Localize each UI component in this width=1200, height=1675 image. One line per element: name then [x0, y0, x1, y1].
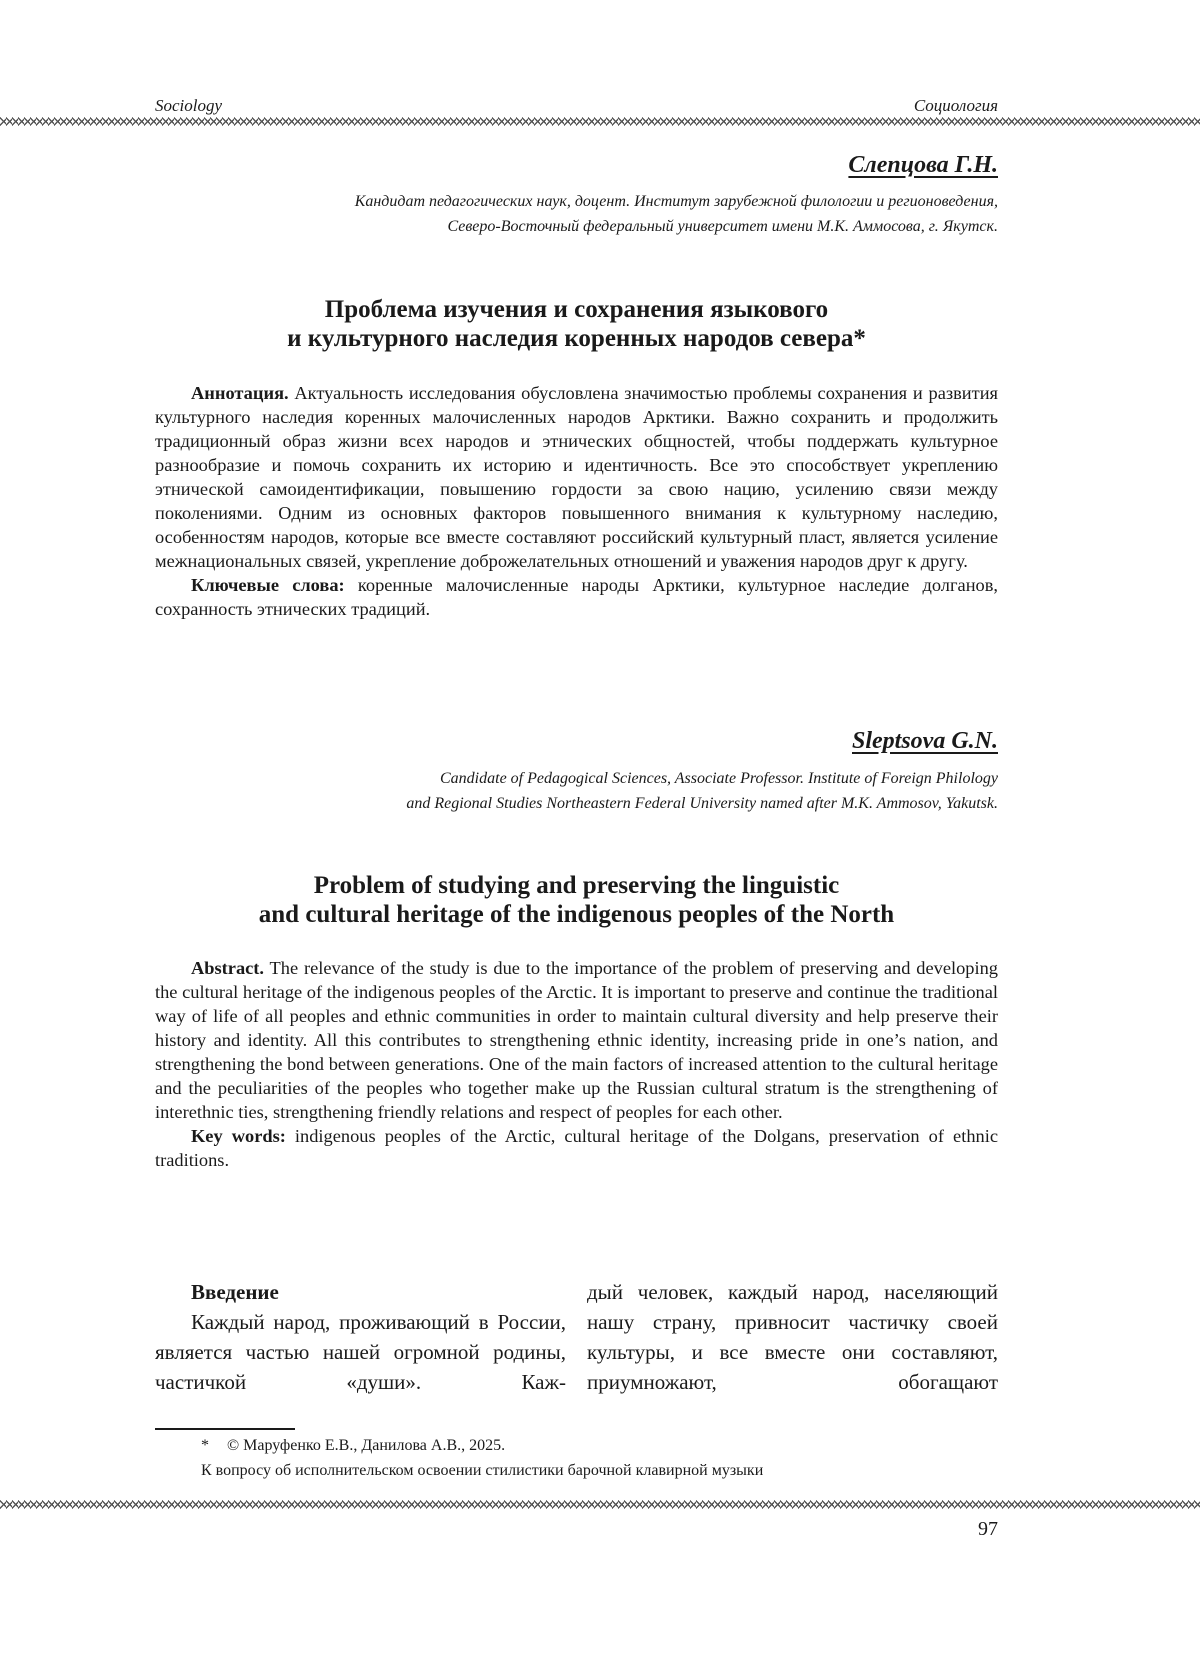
footnote: [201, 1433, 763, 1483]
abstract-ru-text: Актуальность исследования обусловлена значимостью проблемы сохранения и развития культурного наследия коренных малочисленных народов Арктики. Важно сохранить и продолжить традиционный образ жизни всех народов и этнических общностей, чтобы поддержать культурное разнообразие и помочь сохранить их историю и идентичность. Все это способствует укреплению этнической самоидентификации, повышению гордости за свою нацию, усилению связи между поколениями. Одним из основных факторов повышенного внимания к культурному наследию, особенностям народов, которые все вместе составляют российский культурный пласт, является усиление межнациональных связей, укрепление доброжелательных отношений и уважения народов друг к другу.: [155, 383, 998, 571]
author-name-en: Sleptsova G.N.: [852, 728, 998, 754]
page-number: 97: [978, 1518, 998, 1540]
keywords-ru-paragraph: [155, 573, 998, 621]
title-ru-line1: Проблема изучения и сохранения языкового: [324, 296, 829, 323]
affiliation-ru-line1: Кандидат педагогических наук, доцент. Институт зарубежной филологии и регионоведения,: [354, 193, 998, 210]
footnote-line2: К вопросу об исполнительском освоении стилистики барочной клавирной музыки: [201, 1462, 764, 1479]
keywords-ru-text: коренные малочисленные народы Арктики, культурное наследие долганов, сохранность этнических традиций.: [155, 575, 999, 619]
title-ru-line2: и культурного наследия коренных народов севера*: [287, 325, 866, 352]
header-section-en: Sociology: [155, 96, 223, 115]
affiliation-ru-line2: Северо-Восточный федеральный университет имени М.К. Аммосова, г. Якутск.: [447, 218, 998, 235]
title-en-line1: Problem of studying and preserving the linguistic: [313, 872, 840, 899]
keywords-en-label: Key words:: [191, 1126, 286, 1146]
article-title-en: [155, 871, 998, 929]
article-title-ru: [155, 295, 998, 353]
keywords-en-text: indigenous peoples of the Arctic, cultural heritage of the Dolgans, preservation of ethnic traditions.: [155, 1126, 998, 1170]
affiliation-en-line1: Candidate of Pedagogical Sciences, Associate Professor. Institute of Foreign Philology: [440, 770, 998, 787]
abstract-en-text: The relevance of the study is due to the importance of the problem of preserving and developing the cultural heritage of the indigenous peoples of the Arctic. It is important to preserve and continue the traditional way of life of all peoples and ethnic communities in order to maintain cultural diversity and help preserve their history and identity. All this contributes to strengthening ethnic identity, increasing pride in one’s nation, and strengthening the bond between generations. One of the main factors of increased attention to the cultural heritage and the peculiarities of the peoples who together make up the Russian cultural stratum is the strengthening of interethnic ties, strengthening friendly relations and respect of peoples for each other.: [155, 958, 998, 1122]
footer-divider: [0, 1500, 1200, 1509]
abstract-en: [155, 956, 998, 1172]
keywords-en-paragraph: [155, 1124, 998, 1172]
keywords-ru-label: Ключевые слова:: [191, 575, 345, 595]
footnote-line1: [201, 1433, 763, 1458]
intro-column-left: [155, 1277, 566, 1397]
abstract-ru-paragraph: [155, 381, 998, 573]
journal-page: [155, 0, 998, 1675]
author-affiliation-en: [406, 766, 998, 816]
footnote-copyright: © Маруфенко Е.В., Данилова А.В., 2025.: [227, 1437, 506, 1454]
header-section-ru: Социология: [913, 96, 998, 115]
intro-column-right: [587, 1277, 998, 1397]
author-affiliation-ru: [355, 189, 998, 239]
author-name-ru: Слепцова Г.Н.: [848, 152, 998, 178]
abstract-ru-label: Аннотация.: [191, 383, 289, 403]
abstract-en-label: Abstract.: [191, 958, 265, 978]
intro-heading: Введение: [191, 1280, 279, 1304]
affiliation-en-line2: and Regional Studies Northeastern Federal University named after M.K. Ammosov, Yakutsk.: [406, 795, 998, 812]
intro-left-text: Каждый народ, проживающий в России, является частью нашей огромной родины, частичкой «души». Каж-: [155, 1310, 566, 1394]
title-en-line2: and cultural heritage of the indigenous peoples of the North: [258, 901, 895, 928]
abstract-en-paragraph: [155, 956, 998, 1124]
intro-right-text: дый человек, каждый народ, населяющий нашу страну, привносит частичку своей культуры, и все вместе они составляют, приумножают, обогащают: [587, 1280, 998, 1394]
footnote-marker: *: [201, 1437, 209, 1454]
header-divider: [0, 117, 1200, 126]
abstract-ru: [155, 381, 998, 621]
footnote-rule: [155, 1428, 295, 1430]
